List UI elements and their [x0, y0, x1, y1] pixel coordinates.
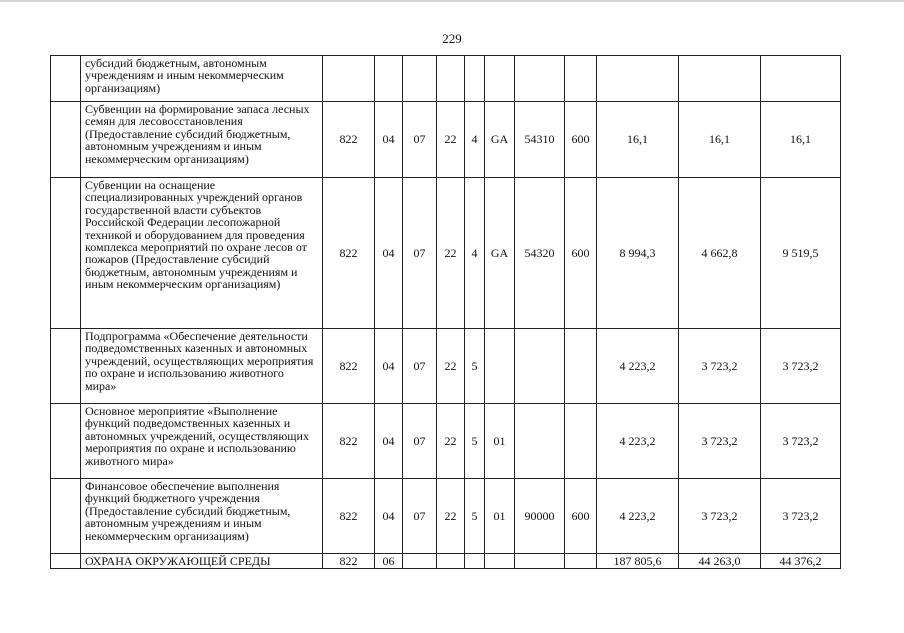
table-row	[51, 56, 841, 102]
amount-year-3: 44 376,2	[761, 554, 841, 569]
pr-code	[403, 554, 437, 569]
amount-year-2: 16,1	[679, 102, 761, 178]
table-row	[51, 404, 841, 479]
cs-code-2: 5	[465, 404, 485, 479]
item-name: Основное мероприятие «Выполнение функций подведомственных казенных и автономных учреждений, осуществляющих мероприятия по охране и использованию животного мира»	[81, 404, 323, 479]
item-name: субсидий бюджетным, автономным учреждениям и иным некоммерческим организациям)	[81, 56, 323, 102]
cs-code-2: 5	[465, 479, 485, 554]
amount-year-1: 8 994,3	[597, 178, 679, 329]
table-row	[51, 178, 841, 329]
gr-code: 822	[323, 479, 375, 554]
cs-code-1: 22	[437, 178, 465, 329]
vr-code	[565, 554, 597, 569]
amount-year-2: 44 263,0	[679, 554, 761, 569]
amount-year-3: 9 519,5	[761, 178, 841, 329]
cs-code-4: 54320	[515, 178, 565, 329]
cs-code-1: 22	[437, 329, 465, 404]
cs-code-1	[437, 56, 465, 102]
amount-year-1: 4 223,2	[597, 404, 679, 479]
cs-code-1: 22	[437, 102, 465, 178]
cs-code-3	[485, 329, 515, 404]
blank-cell	[51, 178, 81, 329]
amount-year-1	[597, 56, 679, 102]
vr-code: 600	[565, 178, 597, 329]
amount-year-3	[761, 56, 841, 102]
cs-code-2: 4	[465, 102, 485, 178]
table-row	[51, 102, 841, 178]
pr-code: 07	[403, 479, 437, 554]
rz-code: 06	[375, 554, 403, 569]
gr-code: 822	[323, 178, 375, 329]
item-name: Подпрограмма «Обеспечение деятельности подведомственных казенных и автономных учреждений, осуществляющих мероприятия по охране и использованию животного мира»	[81, 329, 323, 404]
cs-code-4: 54310	[515, 102, 565, 178]
rz-code: 04	[375, 404, 403, 479]
budget-table	[50, 55, 841, 569]
table-row	[51, 479, 841, 554]
cs-code-4	[515, 329, 565, 404]
cs-code-2: 4	[465, 178, 485, 329]
blank-cell	[51, 102, 81, 178]
rz-code: 04	[375, 479, 403, 554]
cs-code-1	[437, 554, 465, 569]
gr-code: 822	[323, 404, 375, 479]
vr-code: 600	[565, 479, 597, 554]
amount-year-2: 4 662,8	[679, 178, 761, 329]
vr-code: 600	[565, 102, 597, 178]
cs-code-4	[515, 404, 565, 479]
rz-code: 04	[375, 102, 403, 178]
amount-year-2: 3 723,2	[679, 479, 761, 554]
cs-code-3: 01	[485, 479, 515, 554]
pr-code	[403, 56, 437, 102]
cs-code-3	[485, 56, 515, 102]
amount-year-1: 4 223,2	[597, 479, 679, 554]
gr-code: 822	[323, 102, 375, 178]
pr-code: 07	[403, 404, 437, 479]
vr-code	[565, 329, 597, 404]
scan-edge	[0, 0, 904, 2]
item-name: Финансовое обеспечение выполнения функций бюджетного учреждения (Предоставление субсидий бюджетным, автономным учреждениям и иным некоммерческим организациям)	[81, 479, 323, 554]
item-name: ОХРАНА ОКРУЖАЮЩЕЙ СРЕДЫ	[81, 554, 323, 569]
cs-code-4: 90000	[515, 479, 565, 554]
cs-code-3	[485, 554, 515, 569]
amount-year-3: 16,1	[761, 102, 841, 178]
rz-code: 04	[375, 329, 403, 404]
amount-year-1: 187 805,6	[597, 554, 679, 569]
cs-code-4	[515, 554, 565, 569]
amount-year-2: 3 723,2	[679, 329, 761, 404]
cs-code-1: 22	[437, 479, 465, 554]
amount-year-3: 3 723,2	[761, 479, 841, 554]
cs-code-4	[515, 56, 565, 102]
blank-cell	[51, 329, 81, 404]
blank-cell	[51, 404, 81, 479]
page-number: 229	[442, 31, 462, 46]
vr-code	[565, 56, 597, 102]
item-name: Субвенции на формирование запаса лесных семян для лесовосстановления (Предоставление субсидий бюджетным, автономным учреждениям и иным некоммерческим организациям)	[81, 102, 323, 178]
amount-year-1: 4 223,2	[597, 329, 679, 404]
gr-code: 822	[323, 329, 375, 404]
cs-code-3: GA	[485, 102, 515, 178]
pr-code: 07	[403, 178, 437, 329]
gr-code	[323, 56, 375, 102]
table-row	[51, 554, 841, 569]
cs-code-2	[465, 554, 485, 569]
amount-year-2	[679, 56, 761, 102]
cs-code-3: GA	[485, 178, 515, 329]
vr-code	[565, 404, 597, 479]
table-row	[51, 329, 841, 404]
gr-code: 822	[323, 554, 375, 569]
cs-code-1: 22	[437, 404, 465, 479]
blank-cell	[51, 479, 81, 554]
item-name: Субвенции на оснащение специализированных учреждений органов государственной власти субъектов Российской Федерации лесопожарной техникой и оборудованием для проведения комплекса мероприятий по охране лесов от пожаров (Предоставление субсидий бюджетным, автономным учреждениям и иным некоммерческим организациям)	[81, 178, 323, 329]
cs-code-2: 5	[465, 329, 485, 404]
amount-year-1: 16,1	[597, 102, 679, 178]
rz-code: 04	[375, 178, 403, 329]
amount-year-3: 3 723,2	[761, 404, 841, 479]
pr-code: 07	[403, 329, 437, 404]
amount-year-2: 3 723,2	[679, 404, 761, 479]
pr-code: 07	[403, 102, 437, 178]
cs-code-2	[465, 56, 485, 102]
blank-cell	[51, 554, 81, 569]
rz-code	[375, 56, 403, 102]
amount-year-3: 3 723,2	[761, 329, 841, 404]
blank-cell	[51, 56, 81, 102]
cs-code-3: 01	[485, 404, 515, 479]
